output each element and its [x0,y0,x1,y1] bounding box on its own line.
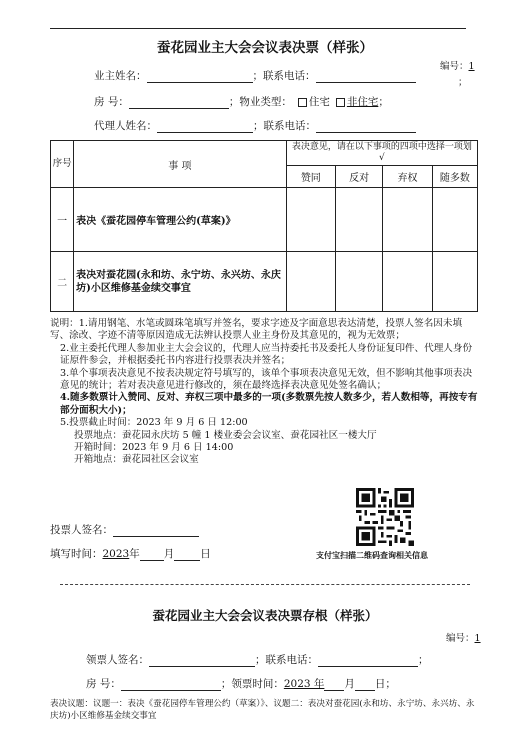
stub-phone-label: ；联系电话： [255,654,318,666]
receiver-label: 领票人签名： [86,654,149,666]
table-row [51,188,478,252]
opinion-header: 表决意见，请在以下事项的四项中选择一项划 √ [286,141,477,166]
fill-time-row [50,546,211,561]
vote-place: 投票地点：蚕花园永庆坊 5 幢 1 楼业委会会议室、蚕花园社区一楼大厅 [74,429,377,441]
stub-end-1: ； [418,654,429,666]
row-item: 表决对蚕花园(永和坊、永宁坊、永兴坊、永庆坊)小区维修基金续交事宜 [74,252,286,312]
vote-cell-agree[interactable] [286,252,335,312]
vote-cell-oppose[interactable] [335,188,382,252]
opinion-oppose: 反对 [335,166,382,188]
receive-month-field[interactable] [324,678,344,691]
vote-table [50,140,478,312]
stub-issues: 表决议题：议题一：表决《蚕花园停车管理公约（草案）》、议题二：表决对蚕花园(永和坊、永宁坊、永兴坊、永庆坊)小区维修基金续交事宜 [50,699,475,721]
property-type-label: ；物业类型： [228,96,292,108]
house-row [94,94,389,109]
month-char: 月 [163,548,175,560]
fill-day-field[interactable] [174,548,200,561]
open-place: 开箱地点：蚕花园社区会议室 [74,454,199,466]
vote-cell-oppose[interactable] [335,252,382,312]
proxy-phone-field[interactable] [316,120,416,133]
fill-month-field[interactable] [140,548,164,561]
qr-code [356,488,414,546]
serial-label: 编号： [440,61,469,72]
proxy-row [94,118,416,133]
serial-number [440,58,475,72]
instructions [50,318,480,467]
opinion-agree: 赞同 [286,166,335,188]
table-row [51,252,478,312]
note-1: 说明：1.请用钢笔、水笔或圆珠笔填写并签名，要求字迹及字面意思表达清楚，投票人签名因未填写、涂改、字迹不清等原因造成无法辨认投票人业主身份及其意见的，视为无效票； [50,318,463,342]
fill-year: 2023 [102,548,130,560]
row-item: 表决《蚕花园停车管理公约(草案)》 [74,188,286,252]
col-seq-header: 序号 [51,141,74,188]
vote-cell-agree[interactable] [286,188,335,252]
proxy-name-label: 代理人姓名： [94,120,157,132]
owner-name-label: 业主姓名： [94,70,147,82]
stub-day-char: 日 [374,678,386,690]
stub-house-label: 房 号： [86,678,121,690]
voter-sign-row [50,522,199,537]
proxy-name-field[interactable] [157,120,253,133]
nonresidential-checkbox[interactable] [336,98,345,107]
stub-serial-value: 1 [474,633,481,644]
qr-caption: 支付宝扫描二维码查询相关信息 [316,551,428,560]
note-2: 2.业主委托代理人参加业主大会会议的，代理人应当持委托书及委托人身份证复印件、代理人身份证原件参会，并根据委托书内容进行投票表决并签名； [60,342,473,367]
opinion-abstain: 弃权 [383,166,432,188]
row-seq: 一 [51,188,74,252]
voter-sign-field[interactable] [113,524,199,537]
row-seq: 二 [51,252,74,312]
stub-house-field[interactable] [121,678,221,691]
residential-checkbox[interactable] [298,98,307,107]
col-item-header: 事 项 [74,141,286,188]
voter-sign-label: 投票人签名： [50,524,113,536]
owner-phone-label: ；联系电话： [252,70,316,82]
stub-serial-number [446,630,481,644]
owner-row [94,68,416,83]
owner-phone-field[interactable] [316,70,416,83]
fill-time-label: 填写时间： [50,548,103,560]
day-char: 日 [200,548,211,560]
note-3: 3.单个事项表决意见不按表决规定符号填写的，该单个事项表决意见无效，但不影响其他事项表决意见的统计；若对表决意见进行修改的，须在最终选择表决意见处签名确认； [60,367,473,392]
vote-cell-majority[interactable] [432,188,477,252]
owner-name-field[interactable] [147,70,253,83]
stub-serial-label: 编号： [446,633,475,644]
row1-end: ； [458,77,468,88]
nonresidential-label: 非住宅 [346,96,379,108]
top-rule [50,28,466,29]
stub-house-row [86,676,396,691]
vote-cell-majority[interactable] [432,252,477,312]
note-5: 5.投票截止时间：2023 年 9 月 6 日 12:00 [60,417,248,429]
stub-receiver-row [86,652,429,667]
serial-value: 1 [468,61,475,72]
cut-line [60,584,470,585]
open-time: 开箱时间：2023 年 9 月 6 日 14:00 [74,442,234,454]
note-4: 4.随多数票计入赞同、反对、弃权三项中最多的一项(多数票先按人数多少，若人数相等，再按专有部分面积大小)； [60,392,478,416]
house-label: 房 号： [94,96,129,108]
stub-end-2: ； [385,678,396,690]
stub-phone-field[interactable] [318,654,418,667]
stub-month-char: 月 [344,678,355,690]
receiver-field[interactable] [149,654,255,667]
ballot-title: 蚕花园业主大会会议表决票（样张） [157,40,373,56]
receive-time-label: ；领票时间： [220,678,284,690]
year-char: 年 [129,548,140,560]
house-field[interactable] [129,96,229,109]
proxy-phone-label: ；联系电话： [253,120,316,132]
receive-day-field[interactable] [355,678,375,691]
stub-title: 蚕花园业主大会会议表决票存根（样张） [152,608,378,623]
receive-year: 2023 年 [283,678,325,690]
row2-end: ； [378,96,389,108]
residential-label: 住宅 [308,96,330,108]
opinion-majority: 随多数 [432,166,477,188]
vote-cell-abstain[interactable] [383,252,432,312]
vote-cell-abstain[interactable] [383,188,432,252]
